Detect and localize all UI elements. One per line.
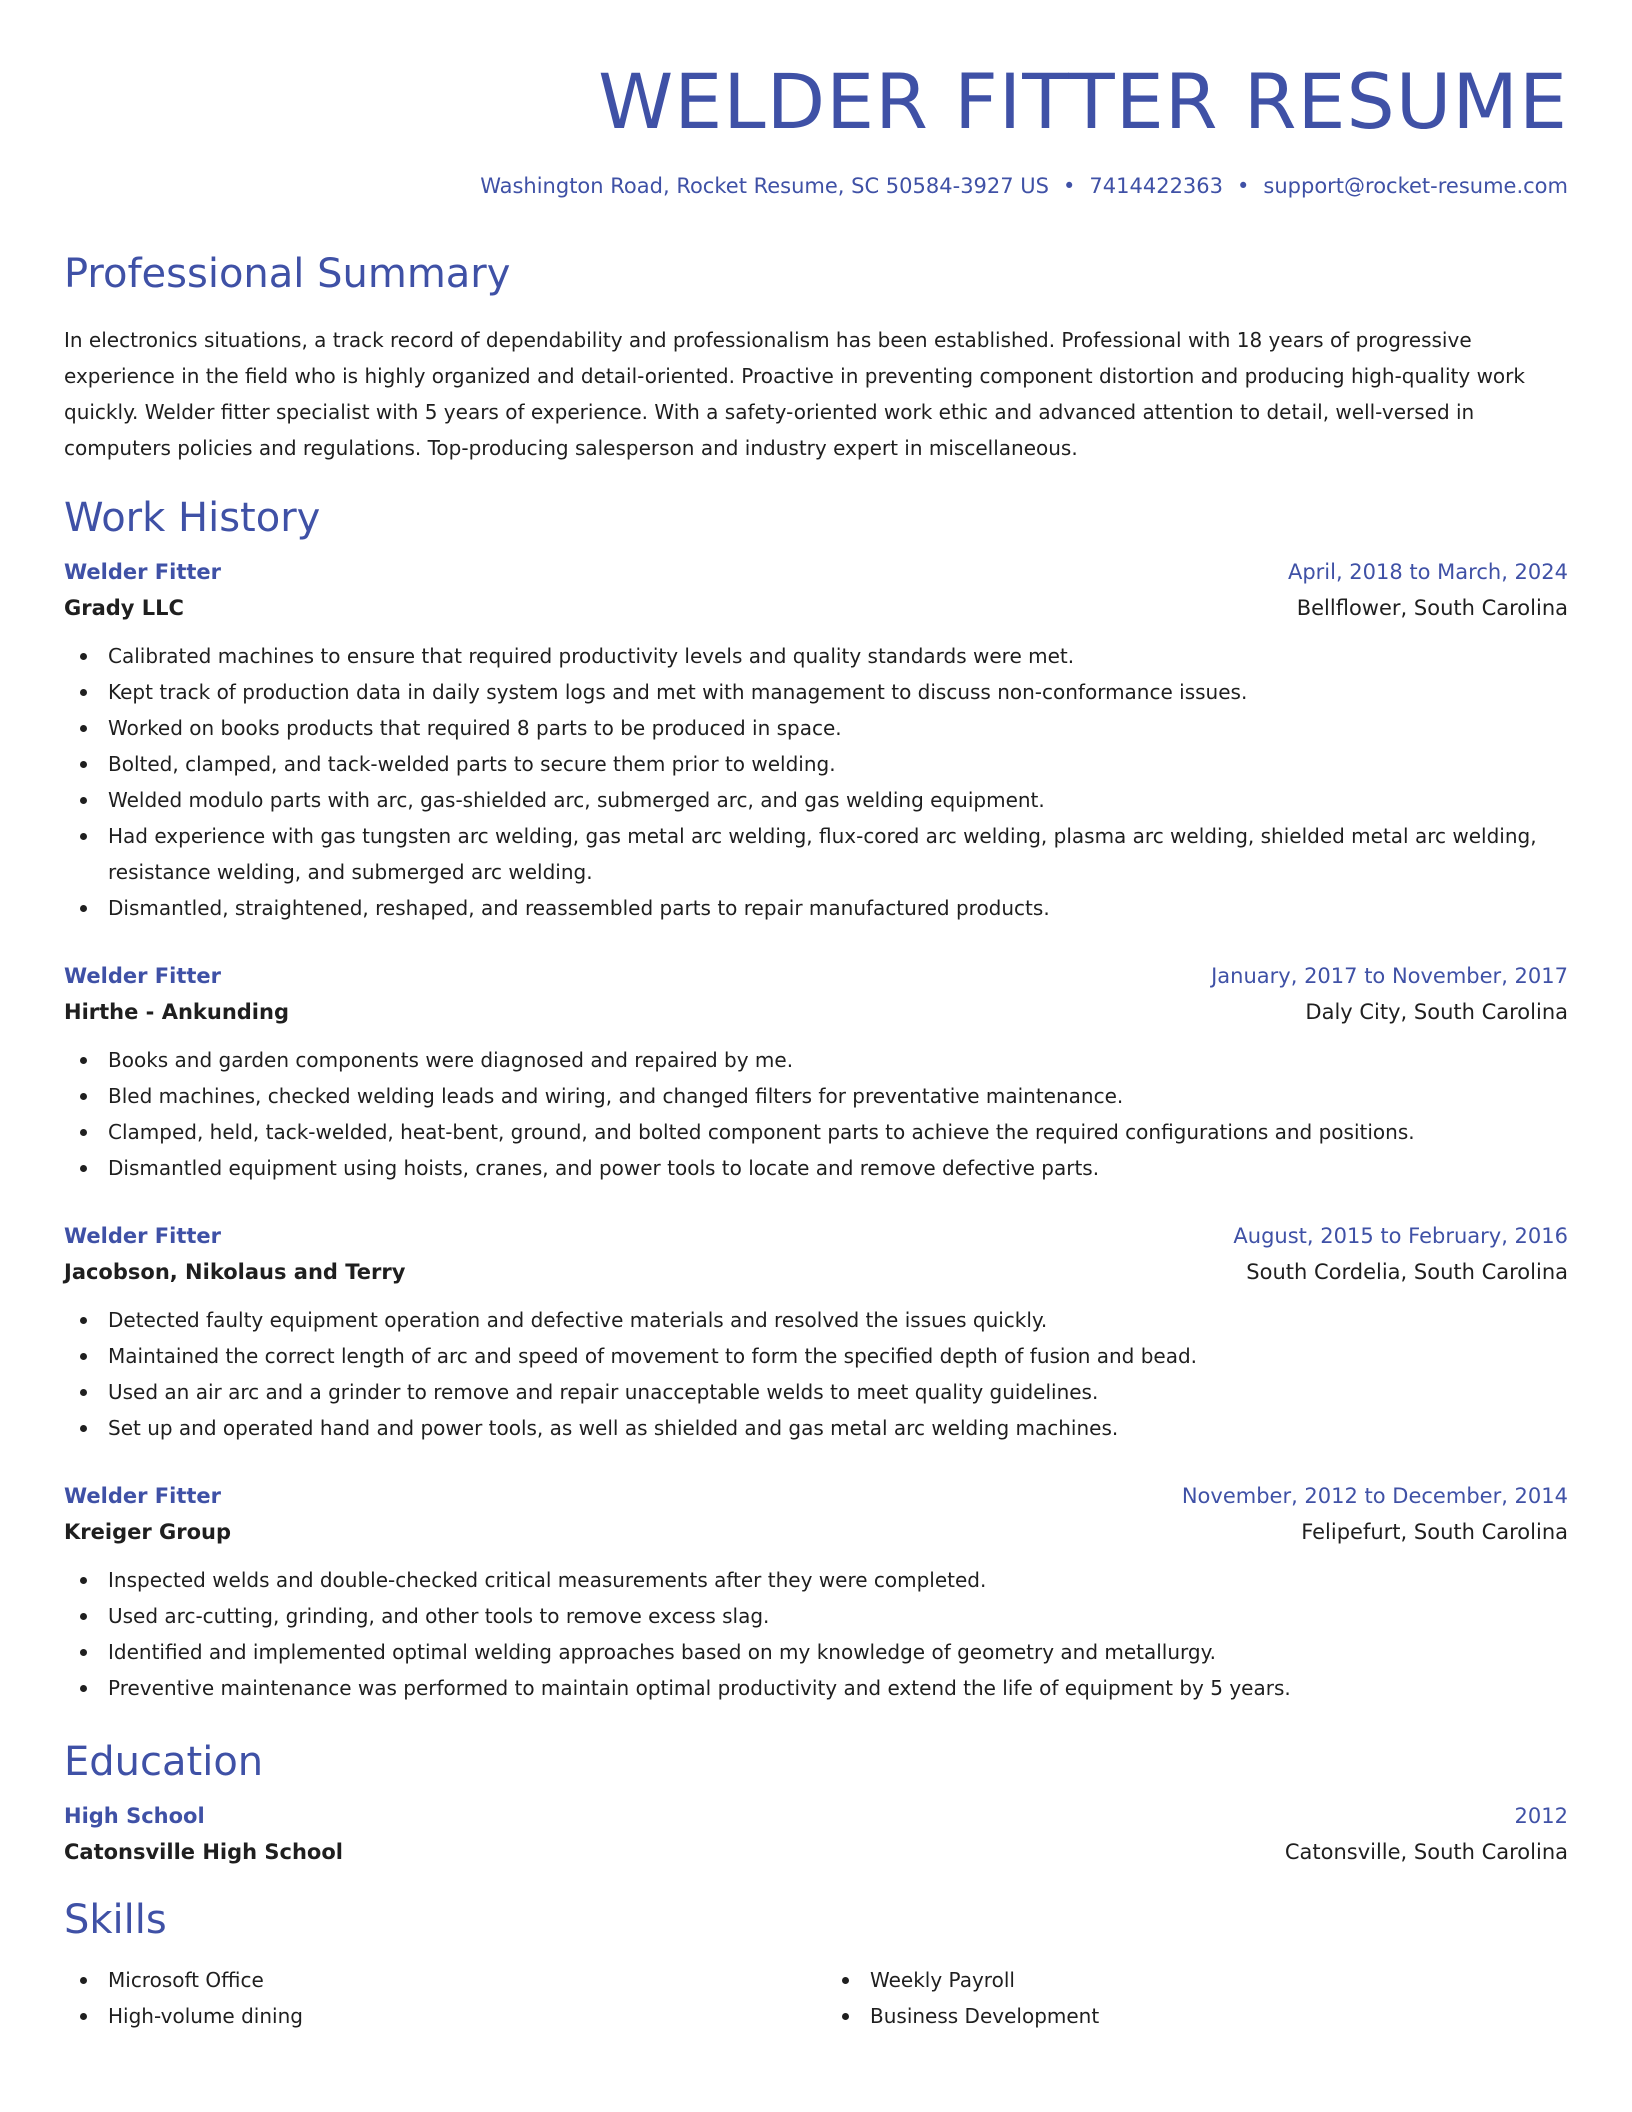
- contact-phone: 7414422363: [1089, 174, 1224, 198]
- job-title: Welder Fitter: [64, 560, 222, 584]
- job-entry: [64, 1224, 1568, 1446]
- job-bullet: Detected faulty equipment operation and defective materials and resolved the issues quickly.: [64, 1302, 1568, 1338]
- job-bullets: [64, 1302, 1568, 1446]
- job-location: South Cordelia, South Carolina: [1246, 1260, 1568, 1284]
- job-header-row: [64, 1484, 1568, 1508]
- job-bullet: Dismantled equipment using hoists, cranes, and power tools to locate and remove defective parts.: [64, 1150, 1568, 1186]
- job-bullet: Books and garden components were diagnosed and repaired by me.: [64, 1042, 1568, 1078]
- job-entry: [64, 1484, 1568, 1706]
- job-bullet: Inspected welds and double-checked critical measurements after they were completed.: [64, 1562, 1568, 1598]
- job-bullets: [64, 1042, 1568, 1186]
- job-bullet: Clamped, held, tack-welded, heat-bent, ground, and bolted component parts to achieve the required configurations and positions.: [64, 1114, 1568, 1150]
- job-dates: August, 2015 to February, 2016: [1233, 1224, 1568, 1248]
- contact-line: [64, 174, 1568, 198]
- education-school-row: [64, 1840, 1568, 1864]
- job-location: Felipefurt, South Carolina: [1301, 1520, 1568, 1544]
- job-entry: [64, 964, 1568, 1186]
- section-title-work-history: Work History: [64, 495, 321, 541]
- job-header-row: [64, 964, 1568, 988]
- education-location: Catonsville, South Carolina: [1284, 1840, 1568, 1864]
- contact-separator: •: [1063, 174, 1076, 198]
- job-dates: April, 2018 to March, 2024: [1287, 560, 1568, 584]
- section-title-skills: Skills: [64, 1897, 167, 1943]
- job-location: Daly City, South Carolina: [1305, 1000, 1568, 1024]
- job-title: Welder Fitter: [64, 1484, 222, 1508]
- skills-column-left: [64, 1962, 806, 2034]
- job-bullet: Worked on books products that required 8 parts to be produced in space.: [64, 710, 1568, 746]
- job-bullet: Kept track of production data in daily system logs and met with management to discuss non-conformance issues.: [64, 674, 1568, 710]
- skill-item: High-volume dining: [64, 1998, 806, 2034]
- resume-page: [64, 0, 1568, 2034]
- education-year: 2012: [1514, 1804, 1568, 1828]
- contact-email: support@rocket-resume.com: [1263, 174, 1568, 198]
- job-company-row: [64, 596, 1568, 620]
- skill-item: Microsoft Office: [64, 1962, 806, 1998]
- job-bullet: Bolted, clamped, and tack-welded parts to secure them prior to welding.: [64, 746, 1568, 782]
- section-title-summary: Professional Summary: [64, 251, 511, 297]
- job-company-row: [64, 1260, 1568, 1284]
- job-dates: January, 2017 to November, 2017: [1211, 964, 1568, 988]
- education-entry: [64, 1804, 1568, 1864]
- job-location: Bellflower, South Carolina: [1296, 596, 1568, 620]
- job-company: Kreiger Group: [64, 1520, 232, 1544]
- job-company: Jacobson, Nikolaus and Terry: [64, 1260, 406, 1284]
- job-bullet: Used arc-cutting, grinding, and other tools to remove excess slag.: [64, 1598, 1568, 1634]
- job-bullet: Calibrated machines to ensure that required productivity levels and quality standards were met.: [64, 638, 1568, 674]
- job-bullet: Identified and implemented optimal welding approaches based on my knowledge of geometry and metallurgy.: [64, 1634, 1568, 1670]
- job-bullet: Had experience with gas tungsten arc welding, gas metal arc welding, flux-cored arc welding, plasma arc welding, shielded metal arc welding, resistance welding, and submerged arc welding.: [64, 818, 1568, 890]
- job-company-row: [64, 1000, 1568, 1024]
- skills-column-right: [826, 1962, 1568, 2034]
- job-bullet: Preventive maintenance was performed to maintain optimal productivity and extend the life of equipment by 5 years.: [64, 1670, 1568, 1706]
- skills-grid: [64, 1962, 1568, 2034]
- contact-separator: •: [1237, 174, 1250, 198]
- education-school: Catonsville High School: [64, 1840, 343, 1864]
- job-company-row: [64, 1520, 1568, 1544]
- skill-item: Weekly Payroll: [826, 1962, 1568, 1998]
- job-bullet: Set up and operated hand and power tools, as well as shielded and gas metal arc welding machines.: [64, 1410, 1568, 1446]
- work-history-list: [64, 560, 1568, 1706]
- job-bullet: Maintained the correct length of arc and speed of movement to form the specified depth of fusion and bead.: [64, 1338, 1568, 1374]
- job-title: Welder Fitter: [64, 1224, 222, 1248]
- job-bullet: Bled machines, checked welding leads and wiring, and changed filters for preventative maintenance.: [64, 1078, 1568, 1114]
- education-header-row: [64, 1804, 1568, 1828]
- skill-item: Business Development: [826, 1998, 1568, 2034]
- education-degree: High School: [64, 1804, 205, 1828]
- job-company: Grady LLC: [64, 596, 184, 620]
- job-bullet: Welded modulo parts with arc, gas-shielded arc, submerged arc, and gas welding equipment.: [64, 782, 1568, 818]
- job-bullets: [64, 638, 1568, 926]
- job-entry: [64, 560, 1568, 926]
- summary-text: In electronics situations, a track record of dependability and professionalism has been established. Professional with 18 years of progressive experience in the field who is highly organized and detail-oriented. Proactive in preventing component distortion and producing high-quality work quickly. Welder fitter specialist with 5 years of experience. With a safety-oriented work ethic and advanced attention to detail, well-versed in computers policies and regulations. Top-producing salesperson and industry expert in miscellaneous.: [64, 328, 1525, 460]
- contact-address: Washington Road, Rocket Resume, SC 50584-3927 US: [480, 174, 1050, 198]
- job-dates: November, 2012 to December, 2014: [1181, 1484, 1568, 1508]
- job-bullet: Used an air arc and a grinder to remove and repair unacceptable welds to meet quality guidelines.: [64, 1374, 1568, 1410]
- job-bullet: Dismantled, straightened, reshaped, and reassembled parts to repair manufactured products.: [64, 890, 1568, 926]
- section-title-education: Education: [64, 1739, 264, 1785]
- job-header-row: [64, 1224, 1568, 1248]
- resume-title: WELDER FITTER RESUME: [598, 57, 1568, 146]
- job-title: Welder Fitter: [64, 964, 222, 988]
- job-header-row: [64, 560, 1568, 584]
- job-bullets: [64, 1562, 1568, 1706]
- job-company: Hirthe - Ankunding: [64, 1000, 289, 1024]
